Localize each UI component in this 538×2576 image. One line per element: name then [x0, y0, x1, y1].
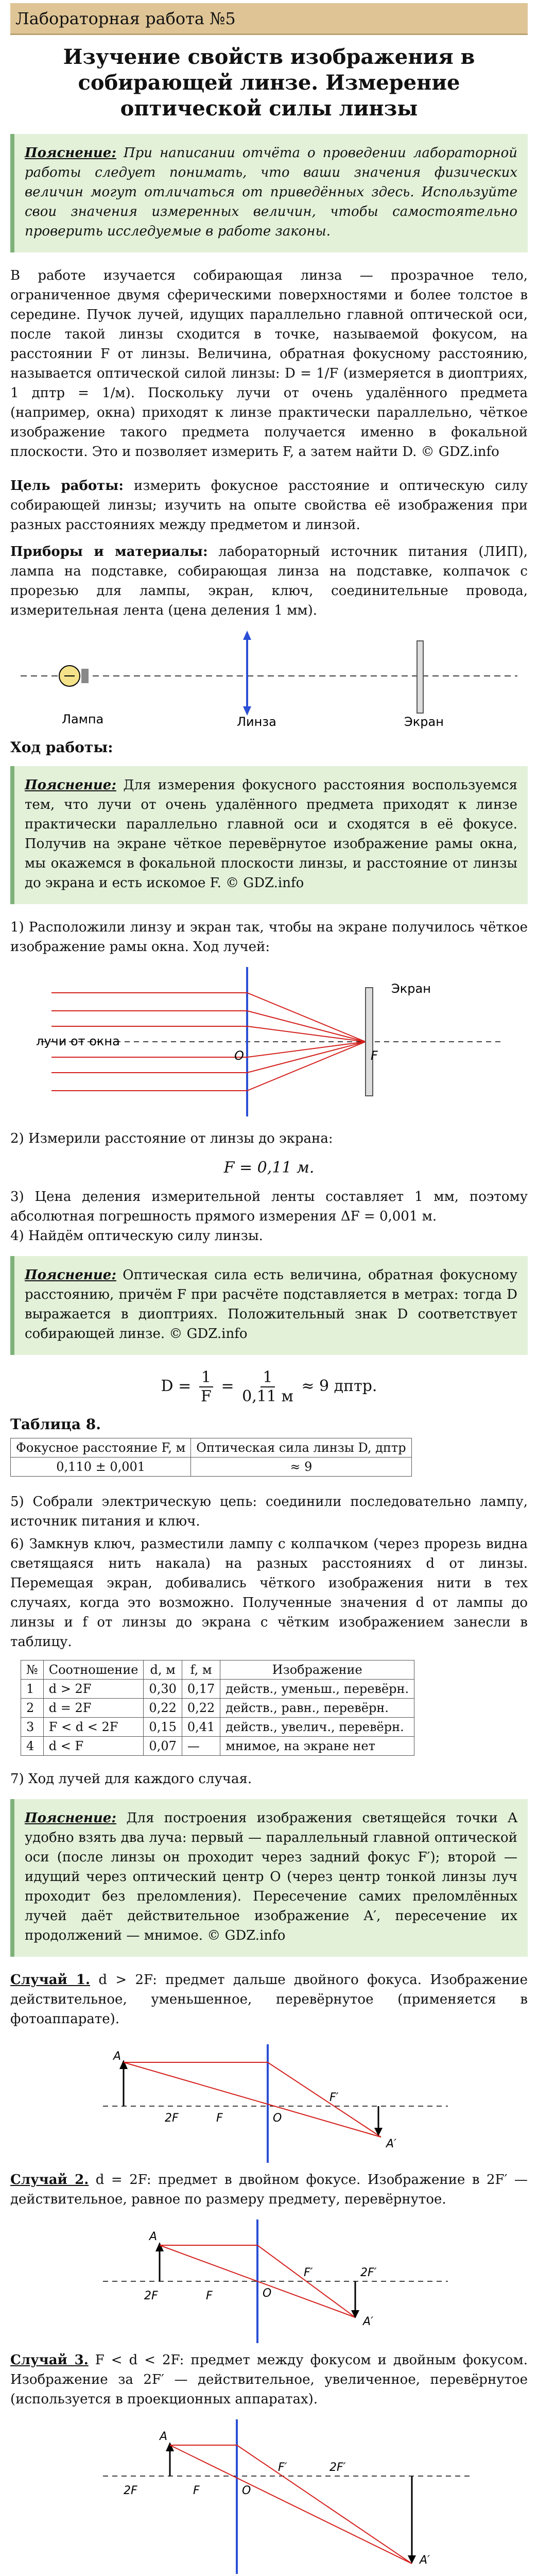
fraction: [199, 1368, 213, 1405]
table-cell: 0,22: [182, 1699, 220, 1718]
center-o-label: O: [234, 1048, 244, 1063]
equipment: [10, 542, 528, 620]
table-cell: 0,22: [144, 1699, 182, 1718]
table-header: f, м: [182, 1660, 220, 1680]
label-f-prime: F′: [304, 2266, 313, 2279]
screen-icon: [366, 988, 373, 1096]
equation-d: [10, 1368, 528, 1405]
equipment-label: Приборы и материалы:: [10, 544, 208, 560]
eq-lhs: D =: [161, 1377, 192, 1395]
rays-label: лучи от окна: [36, 1034, 120, 1048]
case-2-text: d = 2F: предмет в двойном фокусе. Изображение в 2F′ — действительное, равное по размеру предмету, перевёрнутое.: [10, 2172, 528, 2207]
image-arrow-head: [374, 2128, 383, 2136]
table-header: №: [21, 1660, 44, 1680]
note-label: Пояснение:: [25, 1267, 116, 1283]
table-cell: 0,17: [182, 1680, 220, 1699]
table-row: [21, 1699, 414, 1718]
note-box: [10, 1799, 528, 1957]
case-3-svg: [10, 2409, 528, 2576]
label-f: F: [216, 2112, 223, 2125]
table-cell: 1: [21, 1680, 44, 1699]
table-2: [21, 1660, 414, 1756]
table-row: [21, 1737, 414, 1756]
table-cell: ≈ 9: [191, 1458, 411, 1477]
step-2: 2) Измерили расстояние от линзы до экрана:: [10, 1131, 333, 1146]
note-label: Пояснение:: [25, 777, 116, 793]
page-title: Изучение свойств изображения в собирающей линзе. Измерение оптической силы линзы: [63, 45, 475, 121]
note-body: Оптическая сила есть величина, обратная фокусному расстоянию, причём F при расчёте подставляется в метрах: тогда D выражается в диоптриях. Положительный знак D соответствует собирающей линзе. © GDZ.info: [25, 1267, 517, 1342]
table-header: Соотношение: [43, 1660, 144, 1680]
step-6: 6) Замкнув ключ, разместили лампу с колпачком (через прорезь видна светящаяся нить накала) на разных расстояниях d от линзы. Перемещая экран, добивались чёткого изображения нити в тех случаях, когда это возможно. Полученные значения d от лампы до линзы и f от линзы до экрана с чётким изображением занесли в таблицу.: [10, 1536, 528, 1650]
focus-svg: [10, 957, 528, 1127]
case-1: [10, 1970, 528, 2029]
label-o: O: [263, 2287, 272, 2300]
ray: [51, 1042, 366, 1091]
case-3-text: F < d < 2F: предмет между фокусом и двойным фокусом. Изображение за 2F′ — действительное, увеличенное, перевёрнутое (используется в проекционных аппаратах).: [10, 2352, 528, 2407]
equation-f: F = 0,11 м.: [223, 1159, 315, 1177]
setup-figure: [10, 620, 528, 731]
note-text: [25, 1265, 517, 1344]
case-2-svg: [10, 2209, 528, 2348]
screen-label: Экран: [404, 715, 444, 728]
denominator: F: [200, 1387, 212, 1405]
lens-arrow-top: [243, 631, 251, 640]
label-f-prime: F′: [278, 2461, 287, 2474]
case-3: [10, 2350, 528, 2409]
note-body: При написании отчёта о проведении лабораторной работы следует понимать, что ваши значения физических величин могут отличаться от приведённых здесь. Используйте свои значения измеренных величин, чтобы самостоятельно проверить исследуемые в работе законы.: [25, 145, 517, 239]
image-arrow-head: [351, 2310, 359, 2318]
note-text: [25, 1808, 517, 1945]
table-header: Изображение: [220, 1660, 414, 1680]
numerator: 1: [261, 1368, 274, 1387]
eq-mid: =: [221, 1377, 234, 1395]
focus-label: F: [371, 1048, 378, 1063]
table-cell: 0,15: [144, 1718, 182, 1737]
lamp-label: Лампа: [62, 712, 104, 726]
table-header: Оптическая сила линзы D, дптр: [191, 1438, 411, 1458]
eq-rhs: ≈ 9 дптр.: [301, 1377, 377, 1395]
numerator: 1: [199, 1368, 213, 1387]
label-2f-prime: 2F′: [329, 2461, 346, 2474]
label-f-prime: F′: [329, 2091, 339, 2104]
table-cell: 0,07: [144, 1737, 182, 1756]
denominator: 0,11 м: [242, 1387, 293, 1405]
goal-label: Цель работы:: [10, 478, 124, 494]
lens-label: Линза: [237, 715, 276, 728]
focus-figure: [10, 957, 528, 1129]
label-2f: 2F: [144, 2290, 158, 2302]
step-7: 7) Ход лучей для каждого случая.: [10, 1771, 252, 1787]
case-2-figure: [10, 2209, 528, 2350]
table-cell: 2: [21, 1699, 44, 1718]
goal-text: измерить фокусное расстояние и оптическую силу собирающей линзы; изучить на опыте свойства её изображения при разных расстояниях между предметом и линзой.: [10, 478, 528, 533]
label-a-prime: A′: [363, 2315, 374, 2328]
table-row: [21, 1718, 414, 1737]
table-cell: 0,30: [144, 1680, 182, 1699]
note-box: [10, 766, 528, 904]
table-row: [21, 1680, 414, 1699]
table-cell: —: [182, 1737, 220, 1756]
note-box: [10, 1256, 528, 1355]
step-1: 1) Расположили линзу и экран так, чтобы на экране получилось чёткое изображение рамы окна. Ход лучей:: [10, 920, 528, 955]
table-cell: действ., увелич., перевёрн.: [220, 1718, 414, 1737]
case-1-head: Случай 1.: [10, 1972, 91, 1988]
case-3-figure: [10, 2409, 528, 2576]
note-body: Для построения изображения светящейся точки A удобно взять два луча: первый — параллельный главной оптической оси (после линзы он проходит через задний фокус F′); второй — идущий через оптический центр O (через центр тонкой линзы луч проходит без преломления). Пересечение самих преломлённых лучей даёт действительное изображение A′, пересечение их продолжений — мнимое. © GDZ.info: [25, 1810, 518, 1943]
label-a-prime: A′: [386, 2138, 397, 2150]
table-cell: действ., равн., перевёрн.: [220, 1699, 414, 1718]
intro-text: В работе изучается собирающая линза — прозрачное тело, ограниченное двумя сферическими поверхностями и более толстое в середине. Пучок лучей, идущих параллельно главной оптической оси, после такой линзы сходится в точке, называемой фокусом, на расстоянии F от линзы. Величина, обратная фокусному расстоянию, называется оптической силой линзы: D = 1/F (измеряется в диоптриях, 1 дптр = 1/м). Поскольку лучи от очень удалённого предмета (например, окна) приходят к линзе практически параллельно, чёткое изображение такого предмета получается именно в фокальной плоскости. Это и позволяет измерить F, а затем найти D. © GDZ.info: [10, 268, 528, 460]
table-cell: d < F: [43, 1737, 144, 1756]
table-header: Фокусное расстояние F, м: [11, 1438, 191, 1458]
table-row: [11, 1458, 412, 1477]
label-a: A: [113, 2050, 122, 2063]
case-1-svg: [10, 2029, 528, 2168]
table-cell: мнимое, на экране нет: [220, 1737, 414, 1756]
case-2: [10, 2170, 528, 2209]
progress-heading: Ход работы:: [10, 739, 113, 756]
table-cell: d > 2F: [43, 1680, 144, 1699]
fraction: [242, 1368, 293, 1405]
setup-svg: [10, 620, 528, 728]
ray: [124, 2062, 381, 2137]
table-cell: действ., уменьш., перевёрн.: [220, 1680, 414, 1699]
table-cell: 0,41: [182, 1718, 220, 1737]
case-3-head: Случай 3.: [10, 2352, 89, 2368]
table-8-title: Таблица 8.: [10, 1416, 101, 1433]
label-a: A: [149, 2230, 158, 2243]
case-1-text: d > 2F: предмет дальше двойного фокуса. Изображение действительное, уменьшенное, перевёрнутое (применяется в фотоаппарате).: [10, 1972, 528, 2027]
table-8: [10, 1438, 412, 1477]
table-header: d, м: [144, 1660, 182, 1680]
ray: [170, 2445, 412, 2564]
label-2f: 2F: [165, 2112, 179, 2125]
note-label: Пояснение:: [25, 145, 116, 161]
step-5: 5) Собрали электрическую цепь: соединили последовательно лампу, источник питания и ключ.: [10, 1494, 528, 1529]
table-header-row: [21, 1660, 414, 1680]
screen-label: Экран: [391, 981, 431, 996]
step-3: 3) Цена деления измерительной ленты составляет 1 мм, поэтому абсолютная погрешность прямого измерения ΔF = 0,001 м.: [10, 1189, 528, 1224]
label-f: F: [193, 2484, 200, 2497]
equipment-text: лабораторный источник питания (ЛИП), лампа на подставке, собирающая линза на подставке, колпачок с прорезью для лампы, экран, ключ, соединительные провода, измерительная лента (цена деления 1 мм).: [10, 544, 528, 618]
table-cell: 4: [21, 1737, 44, 1756]
step-4: 4) Найдём оптическую силу линзы.: [10, 1228, 263, 1244]
lamp-cap: [81, 669, 89, 683]
case-1-figure: [10, 2029, 528, 2170]
label-o: O: [273, 2112, 282, 2125]
table-cell: F < d < 2F: [43, 1718, 144, 1737]
page-header: [10, 3, 528, 35]
goal: [10, 476, 528, 535]
ray-group: [124, 2062, 381, 2137]
header-title: Лабораторная работа №5: [15, 8, 236, 28]
label-a: A: [160, 2430, 168, 2443]
label-2f: 2F: [124, 2484, 137, 2497]
table-cell: 3: [21, 1718, 44, 1737]
table-cell: 0,110 ± 0,001: [11, 1458, 191, 1477]
note-text: [25, 775, 517, 893]
screen-icon: [417, 641, 423, 713]
case-2-head: Случай 2.: [10, 2172, 89, 2188]
label-f: F: [206, 2290, 213, 2302]
table-cell: d = 2F: [43, 1699, 144, 1718]
note-label: Пояснение:: [25, 1810, 116, 1826]
label-a-prime: A′: [420, 2554, 430, 2567]
note-body: Для измерения фокусного расстояния воспользуемся тем, что лучи от очень удалённого предмета приходят к линзе практически параллельно главной оси и сходятся в её фокусе. Получив на экране чёткое перевёрнутое изображение рамы окна, мы окажемся в фокальной плоскости линзы, и расстояние от линзы до экрана и есть искомое F. © GDZ.info: [25, 777, 517, 891]
label-2f-prime: 2F′: [360, 2266, 377, 2279]
note-box: [10, 134, 528, 252]
ray-group: [170, 2445, 412, 2564]
label-o: O: [242, 2484, 251, 2497]
note-text: [25, 143, 517, 241]
table-header-row: [11, 1438, 412, 1458]
